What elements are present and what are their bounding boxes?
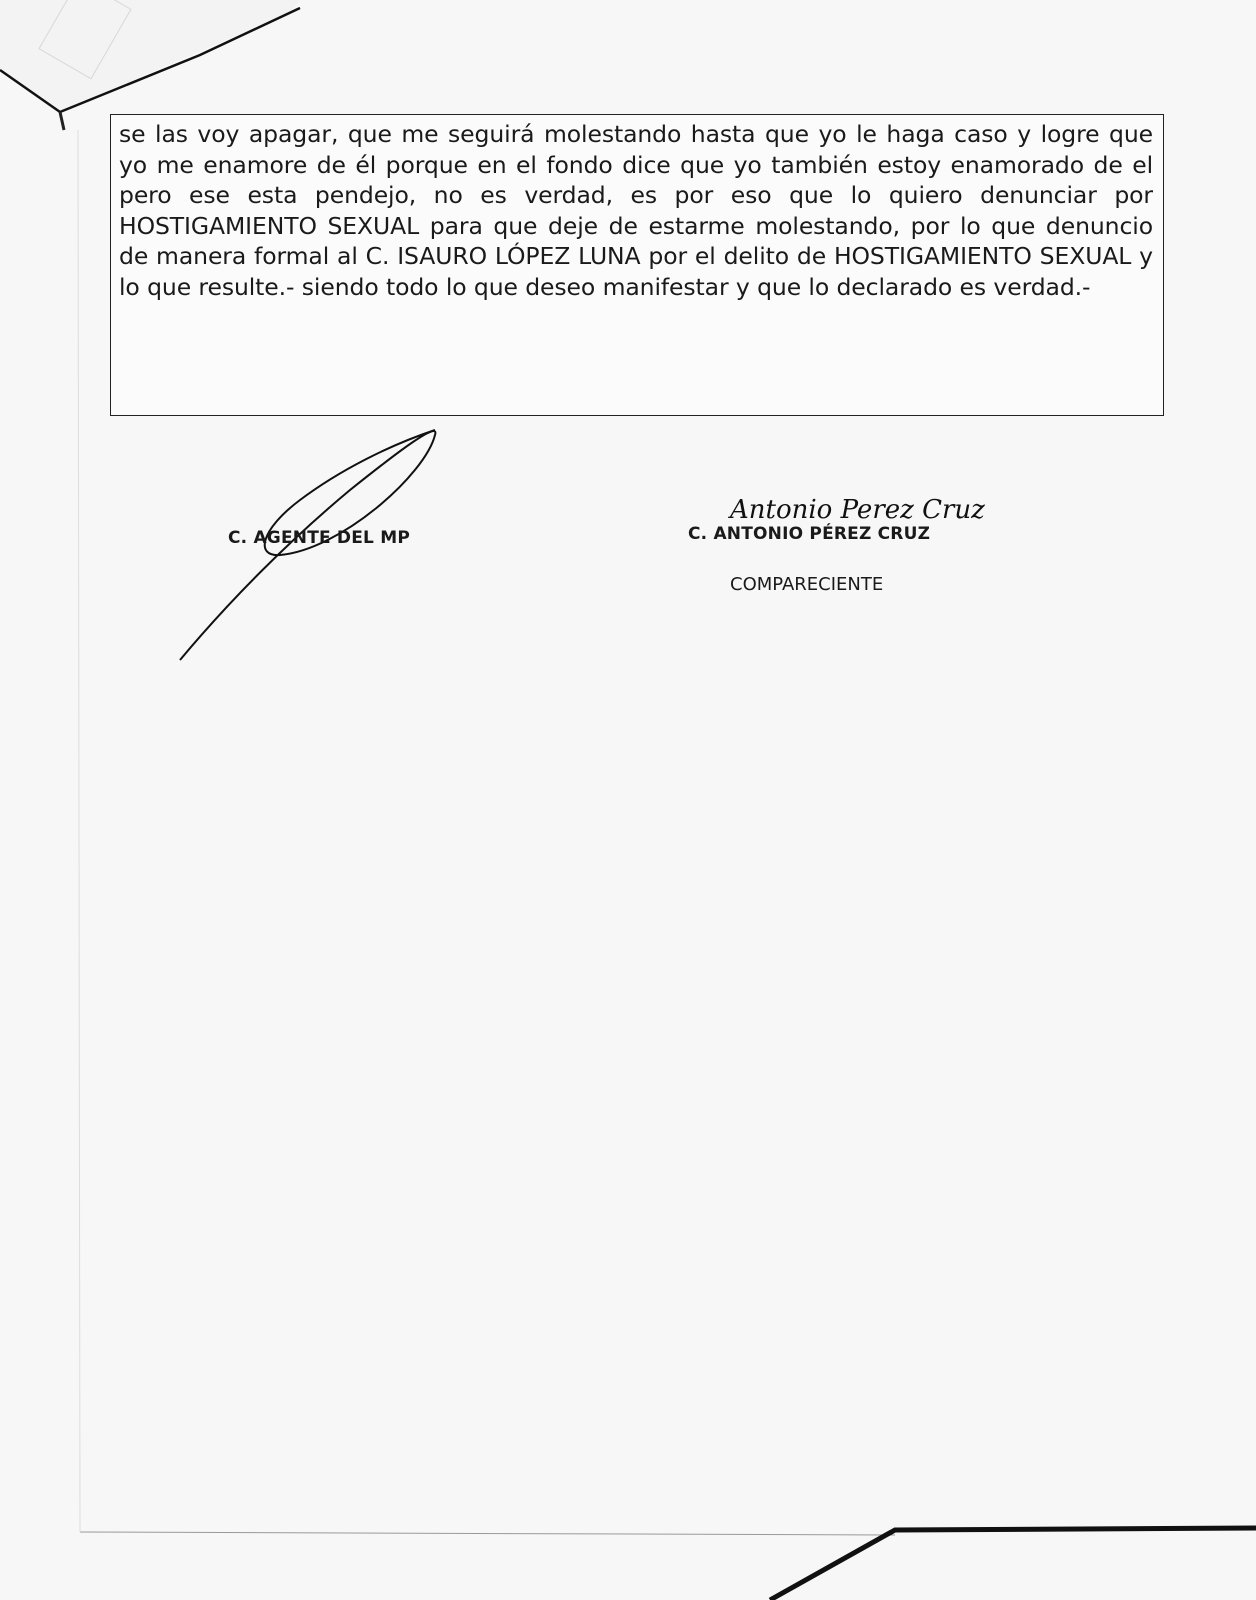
page-bottom-shadow-edge <box>770 1528 1256 1600</box>
compareciente-role-label: COMPARECIENTE <box>730 574 884 595</box>
declaration-text-box <box>110 114 1164 416</box>
compareciente-name-label: C. ANTONIO PÉREZ CRUZ <box>688 524 931 544</box>
agent-signature-label: C. AGENTE DEL MP <box>228 528 410 548</box>
page-bottom-edge <box>80 1532 895 1535</box>
folded-paper-corner <box>0 0 300 112</box>
declaration-paragraph: se las voy apagar, que me seguirá molestando hasta que yo le haga caso y logre que yo me enamore de él porque en el fondo dice que yo también estoy enamorado de el pero ese esta pendejo, no es verdad, es por eso que lo quiero denunciar por HOSTIGAMIENTO SEXUAL para que deje de estarme molestando, por lo que denuncio de manera formal al C. ISAURO LÓPEZ LUNA por el delito de HOSTIGAMIENTO SEXUAL y lo que resulte.- siendo todo lo que deseo manifestar y que lo declarado es verdad.- <box>119 120 1153 301</box>
handwritten-signature-text: Antonio Perez Cruz <box>730 495 985 525</box>
